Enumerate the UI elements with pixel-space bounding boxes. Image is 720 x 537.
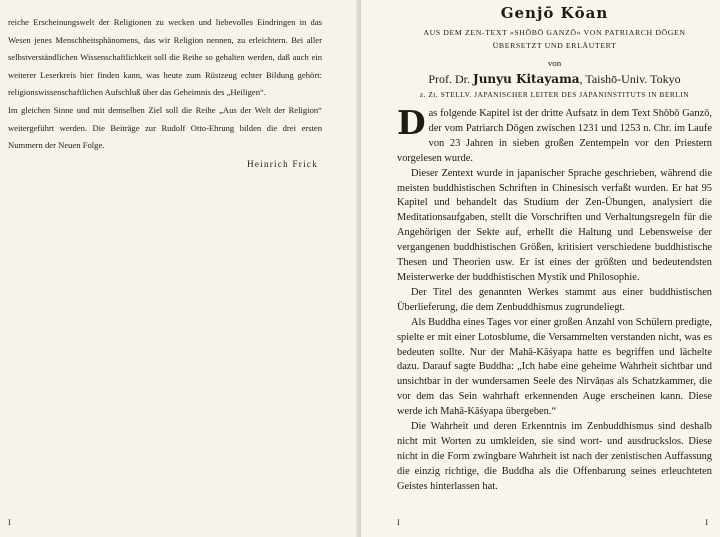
chapter-title: Genjō Kōan	[500, 4, 609, 22]
body-paragraph-1	[397, 103, 712, 167]
by-line: von	[547, 58, 562, 68]
drop-cap: D	[397, 103, 426, 142]
author-name: Junyu Kitayama	[473, 72, 580, 86]
body-paragraph-5: Die Wahrheit und deren Erkenntnis im Zenbuddhismus sind deshalb nicht mit Worten zu umkleiden, sie sind wort- und ausdruckslos. Diese nicht in die Form zwingbare Wahrheit ist nach der zenistischen Auffassung die einzig richtige, die Buddha als die Offenbarung seines erleuchteten Geistes hinterlassen hat.	[397, 421, 712, 492]
body-paragraph-2: Dieser Zentext wurde in japanischer Sprache geschrieben, während die meisten buddhistischen Schriften in Chinesisch verfaßt wurden. Er hat 95 Kapitel und behandelt das Studium der Zen-Übungen, analysiert die Meditationsaufgaben, stellt die Vorschriften und Verhaltungsregeln für die Angehörigen der Sekte auf, erhellt die Haltung und Lebensweise der vergangenen buddhistischen Größen, kritisiert verschiedene buddhistische Thesen und Theorien usw. Er ist eines der größten und bedeutendsten Meisterwerke der buddhistischen Mystik und Philosophie.	[397, 167, 712, 283]
left-page-text	[8, 14, 322, 169]
author-prefix: Prof. Dr.	[428, 72, 471, 86]
chapter-subtitle: AUS DEM ZEN-TEXT »SHŌBŌ GANZŌ« VON PATRIARCH DŌGEN	[423, 28, 686, 37]
body-paragraph-3: Der Titel des genannten Werkes stammt aus einer buddhistischen Überlieferung, die dem Zenbuddhismus zugrundeliegt.	[397, 286, 712, 313]
body-text	[397, 103, 712, 495]
left-page-number: I	[8, 518, 11, 527]
left-paragraph-2: Im gleichen Sinne und mit demselben Ziel soll die Reihe „Aus der Welt der Religion“ weitergeführt werden. Die Beiträge zur Rudolf Otto-Ehrung bilden die drei ersten Nummern der Neuen Folge.	[8, 104, 322, 151]
left-paragraph-1: reiche Erscheinungswelt der Religionen zu wecken und liebevolles Eindringen in das Wesen jenes Menschheitsphänomens, das wir Religion nennen, zu erleichtern. Bei aller selbstverständlichen Wissenschaftlichkeit soll die Reihe so gehalten werden, daß auch ein weiterer Leserkreis hier finden kann, was heute zum Rüstzeug echter Bildung gehört: religionswissenschaftlichen Aufschluß über das Geheimnis des „Heiligen“.	[8, 17, 322, 98]
right-page-number-left: I	[397, 518, 400, 527]
right-page-number-right: I	[705, 518, 708, 527]
author-line	[397, 72, 712, 87]
author-affiliation-short: , Taishō-Univ. Tokyo	[579, 72, 681, 86]
right-page	[361, 0, 720, 537]
signature: Heinrich Frick	[247, 158, 318, 169]
body-paragraph-4: Als Buddha eines Tages vor einer großen Anzahl von Schülern predigte, spielte er mit einer Lotosblume, die Versammelten verstanden nicht, was es bedeuten sollte. Nur der Mahā-Kāśyapa hatte es begriffen und lächelte dazu. Darauf sagte Buddha: „Ich habe eine geheime Wahrheit sichtbar und unsichtbar in der wundersamen Seele des Nirvāṇas als Schatzkammer, die vor dem das Sein wahrhaft erkennenden Auge erscheinen kann. Diese werde ich Mahā-Kāśyapa übergeben.“	[397, 316, 712, 418]
author-affiliation: z. Zt. STELLV. JAPANISCHER LEITER DES JAPANINSTITUTS IN BERLIN	[419, 90, 690, 99]
chapter-subtitle-2: ÜBERSETZT UND ERLÄUTERT	[492, 41, 617, 50]
body-paragraph-1-text: as folgende Kapitel ist der dritte Aufsatz in dem Text Shōbō Ganzō, der vom Patriarch Dōgen zwischen 1231 und 1253 n. Chr. im Laufe von 23 Jahren in sieben großen Zentempeln vor den Priestern vorgelesen wurde.	[397, 108, 712, 164]
